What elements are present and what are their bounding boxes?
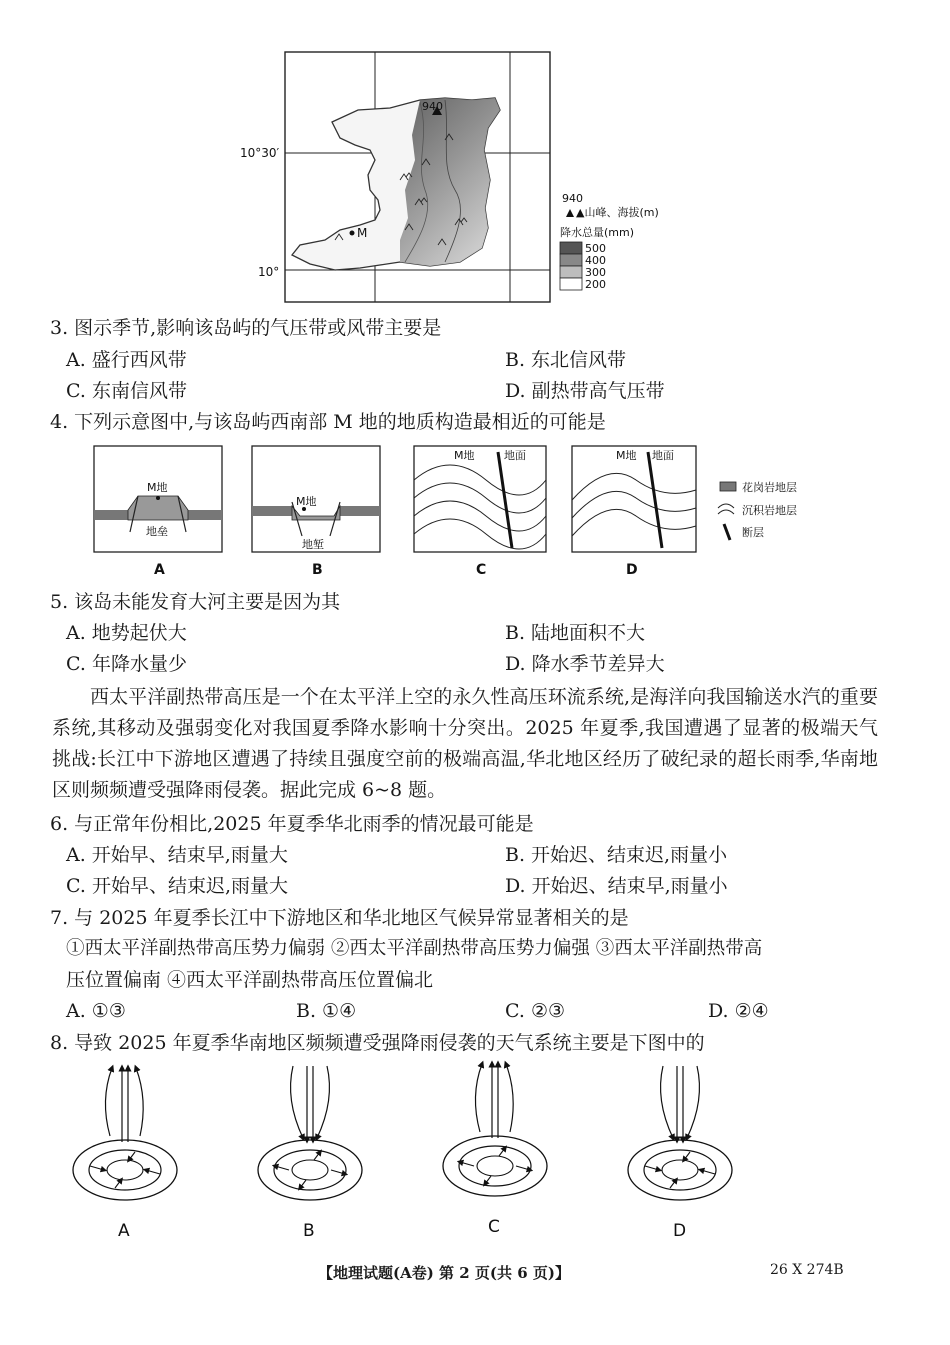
weather-system-d [628,1066,732,1241]
svg-text:D: D [673,1221,687,1241]
lat-bottom-label: 10° [258,265,280,279]
svg-text:940: 940 [562,192,583,205]
q7-stem: 7. 与 2025 年夏季长江中下游地区和华北地区气候异常显著相关的是 [50,907,629,929]
q6-option-b[interactable]: B. 开始迟、结束迟,雨量小 [505,844,728,866]
svg-text:地面: 地面 [504,449,526,462]
q5-option-a[interactable]: A. 地势起伏大 [66,622,187,644]
svg-text:B: B [303,1221,315,1241]
svg-text:500: 500 [585,242,606,255]
svg-text:断层: 断层 [742,526,764,539]
svg-text:B: B [312,562,323,578]
q4-legend [718,480,797,540]
q6-stem: 6. 与正常年份相比,2025 年夏季华北雨季的情况最可能是 [50,813,534,835]
q6-option-d[interactable]: D. 开始迟、结束早,雨量小 [505,875,728,897]
q3-option-a[interactable]: A. 盛行西风带 [66,349,187,371]
svg-text:M地: M地 [454,449,475,462]
q7-option-a[interactable]: A. ①③ [66,1000,126,1022]
q3-option-d[interactable]: D. 副热带高气压带 [505,380,665,402]
svg-text:D: D [626,562,638,578]
q8-stem: 8. 导致 2025 年夏季华南地区频频遭受强降雨侵袭的天气系统主要是下图中的 [50,1032,705,1054]
q5-option-d[interactable]: D. 降水季节差异大 [505,653,665,675]
svg-text:M地: M地 [296,495,317,508]
svg-text:降水总量(mm): 降水总量(mm) [560,226,635,239]
weather-system-a [73,1068,177,1241]
q4-stem: 4. 下列示意图中,与该岛屿西南部 M 地的地质构造最相近的可能是 [50,411,606,433]
svg-text:沉积岩地层: 沉积岩地层 [742,504,797,517]
q5-stem: 5. 该岛未能发育大河主要是因为其 [50,591,341,613]
lat-top-label: 10°30′ [240,146,280,160]
svg-text:M地: M地 [147,481,168,494]
point-m-label: M [357,226,368,240]
q5-option-c[interactable]: C. 年降水量少 [66,653,187,675]
svg-text:花岗岩地层: 花岗岩地层 [742,481,797,494]
q7-items-line2: 压位置偏南 ④西太平洋副热带高压位置偏北 [66,969,434,991]
q3-option-b[interactable]: B. 东北信风带 [505,349,627,371]
page-code: 26 X 274B [770,1262,844,1278]
svg-text:地垒: 地垒 [146,525,168,538]
svg-text:A: A [118,1221,130,1241]
q4-diagrams [90,440,880,580]
diagram-c [414,446,546,578]
q3-stem: 3. 图示季节,影响该岛屿的气压带或风带主要是 [50,317,442,339]
q8-diagrams [60,1060,780,1250]
svg-text:M地: M地 [616,449,637,462]
svg-text:A: A [154,562,165,578]
page-footer: 【地理试题(A卷) 第 2 页(共 6 页)】 [318,1264,571,1282]
q7-items-line1: ①西太平洋副热带高压势力偏弱 ②西太平洋副热带高压势力偏强 ③西太平洋副热带高 [66,938,763,959]
island-map [240,40,680,310]
q7-option-b[interactable]: B. ①④ [296,1000,357,1022]
diagram-b [252,446,380,578]
svg-text:地面: 地面 [652,449,674,462]
q3-option-c[interactable]: C. 东南信风带 [66,380,187,402]
q7-option-c[interactable]: C. ②③ [505,1000,566,1022]
q6-option-a[interactable]: A. 开始早、结束早,雨量大 [66,844,288,866]
weather-system-b [258,1066,362,1241]
q7-option-d[interactable]: D. ②④ [708,1000,769,1022]
svg-text:C: C [488,1217,500,1237]
diagram-d [572,446,696,578]
svg-text:200: 200 [585,278,606,291]
diagram-a [94,446,222,578]
q5-option-b[interactable]: B. 陆地面积不大 [505,622,646,644]
svg-text:地堑: 地堑 [302,538,324,551]
svg-text:300: 300 [585,266,606,279]
svg-text:▲山峰、海拔(m): ▲山峰、海拔(m) [576,206,659,219]
weather-system-c [443,1064,547,1237]
peak-label: 940 [422,100,443,113]
svg-text:400: 400 [585,254,606,267]
svg-text:C: C [476,562,487,578]
q6-option-c[interactable]: C. 开始早、结束迟,雨量大 [66,875,288,897]
passage: 西太平洋副热带高压是一个在太平洋上空的永久性高压环流系统,是海洋向我国输送水汽的重要系统,其移动及强弱变化对我国夏季降水影响十分突出。2025 年夏季,我国遭遇了显著的极端天气挑战:长江中下游地区遭遇了持续且强度空前的极端高温,华北地区经历了破纪录的超长雨季,华南地区则频频遭受强降雨侵袭。据此完成 6~8 题。 [52,686,878,801]
